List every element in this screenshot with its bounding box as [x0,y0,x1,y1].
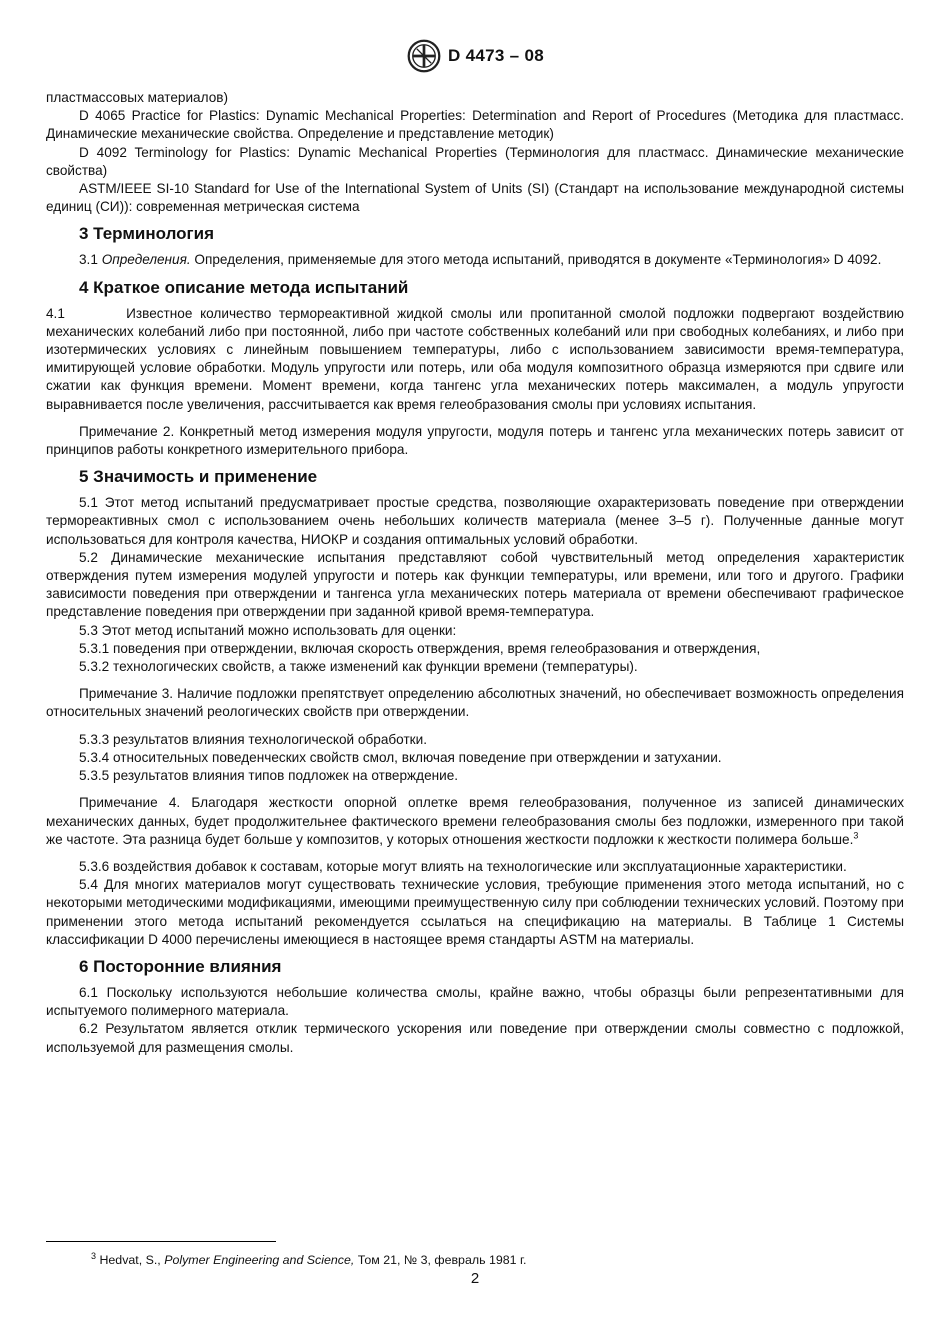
note-2: Примечание 2. Конкретный метод измерения модуля упругости, модуля потерь и тангенс угла механических потерь зависит от принципов работы конкретного измерительного прибора. [46,423,904,458]
paragraph-5-3-1: 5.3.1 поведения при отверждении, включая скорость отверждения, время гелеобразования и отверждения, [79,640,761,656]
ref-d4092: D 4092 Terminology for Plastics: Dynamic Mechanical Properties (Терминология для пластмасс. Динамические механические свойства) [46,144,904,178]
section-4-heading: 4 Краткое описание метода испытаний [79,277,409,297]
paragraph-6-1: 6.1 Поскольку используются небольшие количества смолы, крайне важно, чтобы образцы были репрезентативными для испытуемого полимерного материала. [46,984,904,1019]
paragraph-3-1-term: Определения. [101,252,191,268]
note-4 [46,794,904,849]
paragraph-5-3-6: 5.3.6 воздействия добавок к составам, которые могут влиять на технологические или эксплуатационные характеристики. [79,858,847,874]
footnote-number: 3 [91,1250,97,1261]
ref-d4065: D 4065 Practice for Plastics: Dynamic Mechanical Properties: Determination and Report of Procedures (Методика для пластмасс. Динамические механические свойства. Определение и представление методик) [46,108,904,142]
footnote-journal: Polymer Engineering and Science, [164,1253,355,1267]
page-header [0,38,950,74]
astm-logo-icon [406,38,442,74]
paragraph-5-3-2: 5.3.2 технологических свойств, а также изменений как функции времени (температуры). [79,659,638,675]
section-3-heading: 3 Терминология [79,224,214,244]
section-6-heading: 6 Посторонние влияния [79,956,282,976]
paragraph-5-3: 5.3 Этот метод испытаний можно использовать для оценки: [79,622,457,638]
paragraph-5-4: 5.4 Для многих материалов могут существовать технические условия, требующие применения этого метода испытаний, но с некоторыми методическими модификациями, имеющими преимущественную силу при соблюдении технических условий. Поэтому при применении этого метода испытаний рекомендуется ссылаться на спецификацию на материалы. В Таблице 1 Системы классификации D 4000 перечислены имеющиеся в настоящее время стандарты ASTM на материалы. [46,877,904,947]
paragraph-5-1: 5.1 Этот метод испытаний предусматривает простые средства, позволяющие охарактеризовать поведение при отверждении термореактивных смол с использованием очень небольших количеств материала (менее 3–5 г). Полученные данные могут использоваться для контроля качества, НИОКР и создания оптимальных условий обработки. [46,495,904,547]
footnote-details: Том 21, № 3, февраль 1981 г. [354,1253,527,1267]
paragraph-4-1: 4.1 Известное количество термореактивной жидкой смолы или пропитанной смолой подложки подвергают воздействию механических колебаний либо при постоянной, либо при частоте собственных колебаний или при свободных колебаниях, и либо при изотермических условиях с линейным повышением температуры, либо с использованием зависимости время-температура, имитирующей условие обработки. Модуль упругости или потерь, или оба модуля композитного образца измеряются при сдвиге или сжатии как функция времени. Момент времени, когда тангенс угла механических потерь максимален, а модуль упругости выравнивается после увеличения, рассчитывается как время гелеобразования смолы при условиях испытания. [46,305,908,412]
note-3: Примечание 3. Наличие подложки препятствует определению абсолютных значений, но обеспечивает возможность определения относительных значений реологических свойств при отверждении. [46,686,904,720]
ref-continuation: пластмассовых материалов) [46,90,229,105]
document-code: D 4473 – 08 [448,46,544,65]
paragraph-6-2: 6.2 Результатом является отклик термического ускорения или поведение при отверждении смолы совместно с подложкой, используемой для размещения смолы. [46,1021,904,1055]
page-content [46,89,908,1057]
paragraph-5-3-3: 5.3.3 результатов влияния технологической обработки. [79,731,427,747]
footnote-author: Hedvat, S., [96,1253,165,1267]
paragraph-3-1 [46,251,904,269]
page-number: 2 [470,1270,480,1287]
footnote-divider [46,1241,276,1242]
section-5-heading: 5 Значимость и применение [79,467,318,487]
ref-si10: ASTM/IEEE SI-10 Standard for Use of the International System of Units (SI) (Стандарт на использование международной системы единиц (СИ)): современная метрическая система [46,181,904,215]
footnote-ref-3[interactable]: 3 [853,830,859,841]
paragraph-5-2: 5.2 Динамические механические испытания представляют собой чувствительный метод определения характеристик отверждения путем измерения модулей упругости и потерь как функции температуры, или времени, или того и другого. Графики зависимости поведения при отверждении и тангенса угла механических потерь материала от времени обеспечивают графическое представление поведения при отверждении при заданной кривой время-температура. [46,549,904,620]
footnote-3 [91,1252,526,1268]
paragraph-3-1-number: 3.1 [79,252,102,268]
paragraph-5-3-4: 5.3.4 относительных поведенческих свойств смол, включая поведение при отверждении и затухании. [79,749,722,765]
note-4-text: Примечание 4. Благодаря жесткости опорной оплетке время гелеобразования, полученное из записей динамических механических данных, будет продолжительнее фактического времени гелеобразования смолы без подложки, измеренного при такой же частоте. Эта разница будет больше у композитов, у которых отношения жесткости подложки к жесткости полимера больше. [46,795,904,847]
paragraph-5-3-5: 5.3.5 результатов влияния типов подложек на отверждение. [79,768,459,784]
paragraph-3-1-text: Определения, применяемые для этого метода испытаний, приводятся в документе «Терминология» D 4092. [190,252,882,268]
